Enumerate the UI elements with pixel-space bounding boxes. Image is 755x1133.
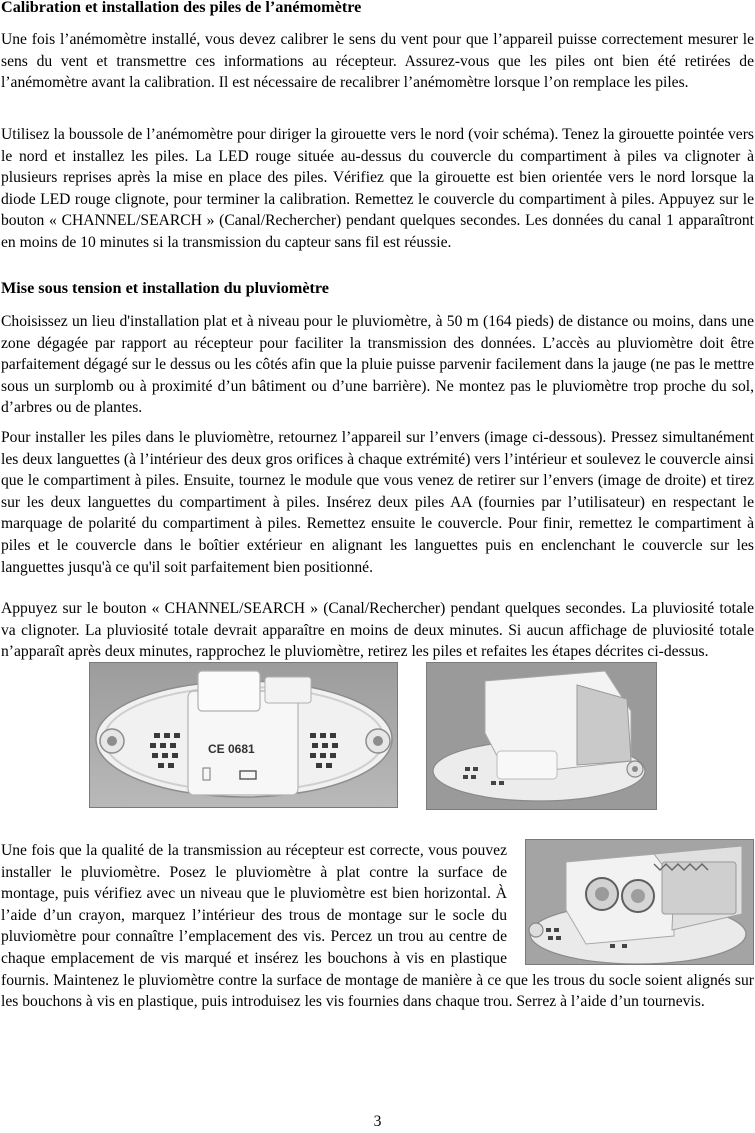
paragraph-rain-gauge-channel-search: Appuyez sur le bouton « CHANNEL/SEARCH » (Canal/Rechercher) pendant quelques secondes. La pluviosité totale va clignoter. La pluviosité totale devrait apparaître en moins de deux minutes. Si aucun affichage de pluviosité totale n’apparaît après deux minutes, rapprochez le pluviomètre, retirez les piles et refaites les étapes décrites ci-dessus. [1, 600, 754, 661]
paragraph-anemometer-intro: Une fois l’anémomètre installé, vous devez calibrer le sens du vent pour que l’appareil puisse correctement mesurer le sens du vent et transmettre ces informations au récepteur. Assurez-vous que les piles ont bien été retirées de l’anémomètre avant la calibration. Il est nécessaire de recalibrer l’anémomètre lorsque l’on remplace les piles. [1, 31, 754, 92]
paragraph-rain-gauge-batteries: Pour installer les piles dans le pluviomètre, retournez l’appareil sur l’envers (image ci-dessous). Pressez simultanément les deux languettes (à l’intérieur des deux gros orifices à chaque extrémité) vers l’intérieur et soulevez le couvercle ainsi que le compartiment à piles. Ensuite, tournez le module que vous venez de retirer sur l’envers (image de droite) et tirez sur les deux languettes du compartiment à piles. Insérez deux piles AA (fournies par l’utilisateur) en respectant le marquage de polarité du compartiment à piles. Remettez ensuite le couvercle. Pour finir, remettez le compartiment à piles et le couvercle dans le boîtier extérieur en alignant les languettes puis en enclenchant le couvercle sur les languettes jusqu'à ce qu'il soit parfaitement bien positionné. [1, 429, 754, 576]
paragraph-rain-gauge-location: Choisissez un lieu d'installation plat et à niveau pour le pluviomètre, à 50 m (164 pieds) de distance ou moins, dans une zone dégagée par rapport au récepteur pour faciliter la transmission des données. L’accès au pluviomètre doit être parfaitement dégagé sur le dessus ou les côtés afin que la pluie puisse parvenir facilement dans la jauge (ne pas le mettre sous un surplomb ou à proximité d’un bâtiment ou d’une barrière). Ne montez pas le pluviomètre trop proche du sol, d’arbres ou de plantes. [1, 313, 754, 417]
heading-rain-gauge-power: Mise sous tension et installation du pluviomètre [1, 279, 329, 297]
page-number: 3 [373, 1113, 382, 1130]
ce-marking-label: CE 0681 [208, 742, 255, 756]
photo-rain-gauge-underside [89, 662, 398, 808]
photo-battery-module-side [426, 662, 657, 810]
paragraph-rain-gauge-mounting [1, 840, 754, 1013]
heading-anemometer-calibration: Calibration et installation des piles de l’anémomètre [1, 0, 362, 16]
paragraph-anemometer-calibration-steps: Utilisez la boussole de l’anémomètre pour diriger la girouette vers le nord (voir schéma). Tenez la girouette pointée vers le nord et installez les piles. La LED rouge située au-dessus du couvercle du compartiment à piles va clignoter à plusieurs reprises après la mise en place des piles. Vérifiez que la girouette est bien orientée vers le nord lorsque la diode LED rouge clignote, pour terminer la calibration. Remettez le couvercle du compartiment à piles. Appuyez sur le bouton « CHANNEL/SEARCH » (Canal/Rechercher) pendant quelques secondes. Les données du canal 1 apparaîtront en moins de 10 minutes si la transmission du capteur sans fil est réussie. [1, 126, 754, 251]
photo-battery-compartment-open [525, 839, 754, 965]
paragraph-rain-gauge-mounting-text: Une fois que la qualité de la transmission au récepteur est correcte, vous pouvez installer le pluviomètre. Posez le pluviomètre à plat contre la surface de montage, puis vérifiez avec un niveau que le pluviomètre est bien horizontal. À l’aide d’un crayon, marquez l’intérieur des trous de montage sur le socle du pluviomètre pour connaître l’emplacement des vis. Percez un trou au centre de chaque emplacement de vis marqué et insérez les bouchons à vis en plastique fournis. Maintenez le pluviomètre contre la surface de montage de manière à ce que les trous du socle soient alignés sur les bouchons à vis en plastique, puis introduisez les vis fournies dans chaque trou. Serrez à l’aide d’un tournevis. [1, 842, 754, 1011]
